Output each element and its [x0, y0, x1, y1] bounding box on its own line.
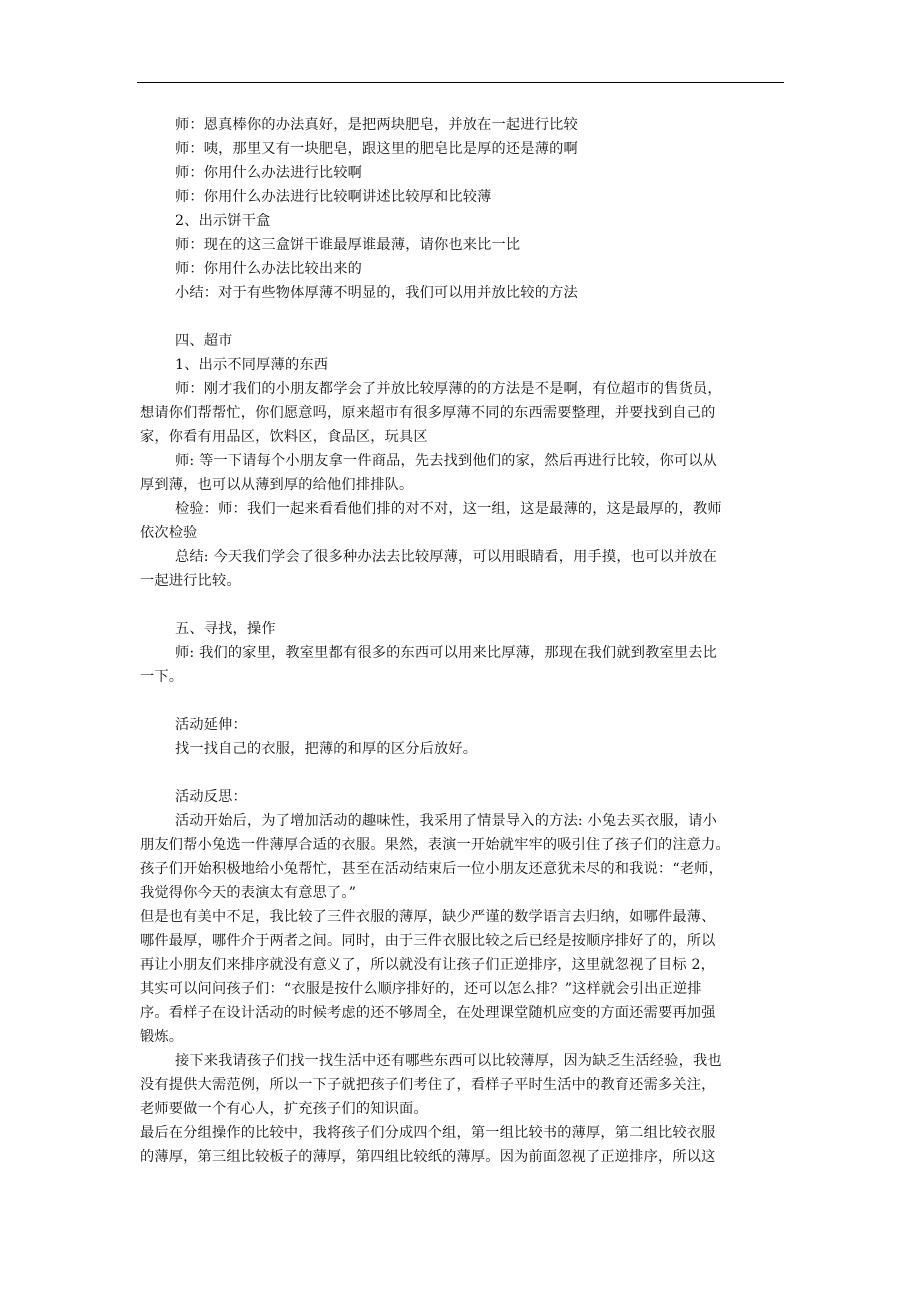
text-line: 依次检验	[140, 525, 198, 541]
section-heading: 活动延伸：	[175, 717, 247, 733]
text-line: 但是也有美中不足，我比较了三件衣服的薄厚，缺少严谨的数学语言去归纳，如哪件最薄、	[140, 909, 716, 925]
text-line: 找一找自己的衣服，把薄的和厚的区分后放好。	[175, 741, 478, 757]
text-line: 孩子们开始积极地给小兔帮忙，甚至在活动结束后一位小朋友还意犹未尽的和我说：“老师，	[140, 861, 723, 877]
text-line: 最后在分组操作的比较中，我将孩子们分成四个组，第一组比较书的薄厚，第二组比较衣服	[140, 1125, 716, 1141]
text-line: 没有提供大需范例，所以一下子就把孩子们考住了，看样子平时生活中的教育还需多关注，	[140, 1077, 716, 1093]
text-line: 锻炼。	[140, 1029, 184, 1045]
text-line: 师：现在的这三盒饼干谁最厚谁最薄，请你也来比一比	[175, 237, 521, 253]
text-line: 师：你用什么办法进行比较啊讲述比较厚和比较薄	[175, 189, 492, 205]
text-line: 师：刚才我们的小朋友都学会了并放比较厚薄的的方法是不是啊，有位超市的售货员，	[175, 381, 722, 397]
text-line: 再让小朋友们来排序就没有意义了，所以就没有让孩子们正逆排序，这里就忽视了目标 2，	[140, 957, 716, 973]
text-line: 家，你看有用品区，饮料区，食品区，玩具区	[140, 429, 428, 445]
section-heading: 活动反思：	[175, 789, 247, 805]
text-line: 总结: 今天我们学会了很多种办法去比较厚薄，可以用眼睛看，用手摸，也可以并放在	[175, 549, 718, 565]
text-line: 师：恩真棒你的办法真好，是把两块肥皂，并放在一起进行比较	[175, 117, 578, 133]
text-line: 师：咦，那里又有一块肥皂，跟这里的肥皂比是厚的还是薄的啊	[175, 141, 578, 157]
text-line: 师：你用什么办法比较出来的	[175, 261, 363, 277]
text-line: 我觉得你今天的表演太有意思了。”	[140, 885, 357, 901]
header-rule	[137, 82, 784, 83]
text-line: 1、出示不同厚薄的东西	[175, 357, 329, 373]
text-line: 接下来我请孩子们找一找生活中还有哪些东西可以比较薄厚，因为缺乏生活经验，我也	[175, 1053, 722, 1069]
text-line: 2、出示饼干盒	[175, 213, 271, 229]
text-line: 小结：对于有些物体厚薄不明显的，我们可以用并放比较的方法	[175, 285, 578, 301]
text-line: 序。看样子在设计活动的时候考虑的还不够周全，在处理课堂随机应变的方面还需要再加强	[140, 1005, 716, 1021]
text-line: 师: 我们的家里，教室里都有很多的东西可以用来比厚薄，那现在我们就到教室里去比	[175, 645, 718, 661]
text-line: 检验：师：我们一起来看看他们排的对不对，这一组，这是最薄的，这是最厚的，教师	[175, 501, 722, 517]
text-line: 活动开始后，为了增加活动的趣味性，我采用了情景导入的方法: 小兔去买衣服，请小	[175, 813, 718, 829]
text-line: 其实可以问问孩子们：“衣服是按什么顺序排好的，还可以怎么排？”这样就会引出正逆排	[140, 981, 702, 997]
text-line: 朋友们帮小兔选一件薄厚合适的衣服。果然，表演一开始就牢牢的吸引住了孩子们的注意力。	[140, 837, 730, 853]
text-line: 老师要做一个有心人，扩充孩子们的知识面。	[140, 1101, 428, 1117]
section-heading: 五、寻找，操作	[175, 621, 276, 637]
text-line: 一下。	[140, 669, 184, 685]
text-line: 想请你们帮帮忙，你们愿意吗，原来超市有很多厚薄不同的东西需要整理，并要找到自己的	[140, 405, 716, 421]
text-line: 一起进行比较。	[140, 573, 241, 589]
text-line: 厚到薄，也可以从薄到厚的给他们排排队。	[140, 477, 414, 493]
text-line: 师: 等一下请每个小朋友拿一件商品，先去找到他们的家，然后再进行比较，你可以从	[175, 453, 718, 469]
text-line: 的薄厚，第三组比较板子的薄厚，第四组比较纸的薄厚。因为前面忽视了正逆排序，所以这	[140, 1149, 716, 1165]
text-line: 哪件最厚，哪件介于两者之间。同时，由于三件衣服比较之后已经是按顺序排好了的，所以	[140, 933, 716, 949]
text-line: 师：你用什么办法进行比较啊	[175, 165, 363, 181]
section-heading: 四、超市	[175, 333, 233, 349]
